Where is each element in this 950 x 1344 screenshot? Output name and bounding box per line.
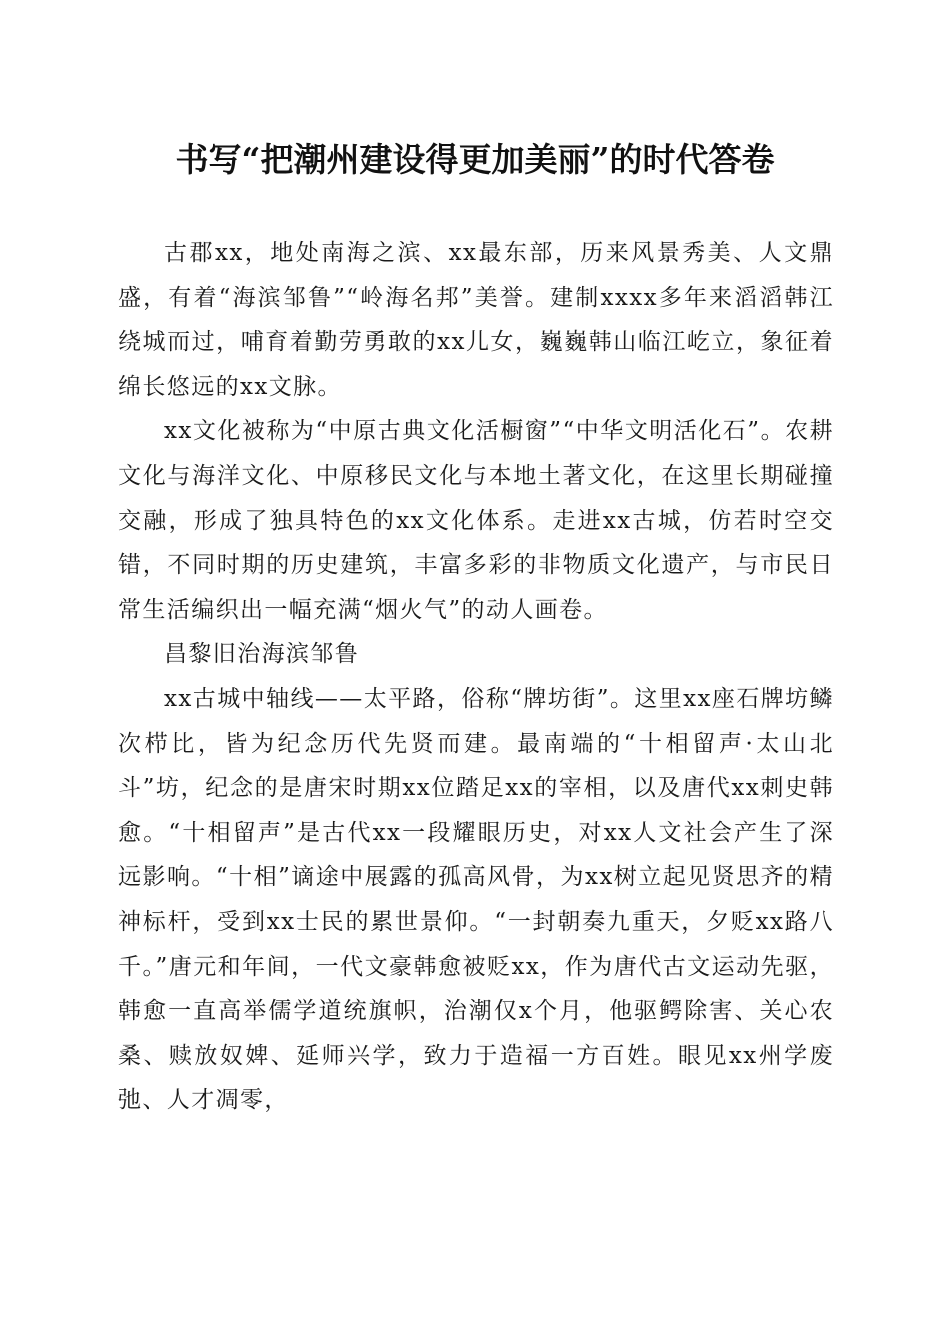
section-heading: 昌黎旧治海滨邹鲁 [164, 641, 360, 668]
paragraph-culture: xx文化被称为“中原古典文化活橱窗”“中华文明活化石”。农耕文化与海洋文化、中原移民文化与本地土著文化，在这里长期碰撞交融，形成了独具特色的xx文化体系。走进xx古城，仿若时空交错，不同时期的历史建筑，丰富多彩的非物质文化遗产，与市民日常生活编织出一幅充满“烟火气”的动人画卷。 [118, 418, 834, 623]
document-body [118, 231, 834, 1123]
document-title: 书写“把潮州建设得更加美丽”的时代答卷 [175, 140, 775, 179]
paragraph-taiping-road: xx古城中轴线——太平路，俗称“牌坊街”。这里xx座石牌坊鳞次栉比，皆为纪念历代先贤而建。最南端的“十相留声·太山北斗”坊，纪念的是唐宋时期xx位踏足xx的宰相，以及唐代xx刺史韩愈。“十相留声”是古代xx一段耀眼历史，对xx人文社会产生了深远影响。“十相”谪途中展露的孤高风骨，为xx树立起见贤思齐的精神标杆，受到xx士民的累世景仰。“一封朝奏九重天，夕贬xx路八千。”唐元和年间，一代文豪韩愈被贬xx，作为唐代古文运动先驱，韩愈一直高举儒学道统旗帜，治潮仅x个月，他驱鳄除害、关心农桑、赎放奴婢、延师兴学，致力于造福一方百姓。眼见xx州学废弛、人才凋零， [118, 685, 834, 1114]
paragraph-intro: 古郡xx，地处南海之滨、xx最东部，历来风景秀美、人文鼎盛，有着“海滨邹鲁”“岭海名邦”美誉。建制xxxx多年来滔滔韩江绕城而过，哺育着勤劳勇敢的xx儿女，巍巍韩山临江屹立，象征着绵长悠远的xx文脉。 [118, 240, 834, 400]
